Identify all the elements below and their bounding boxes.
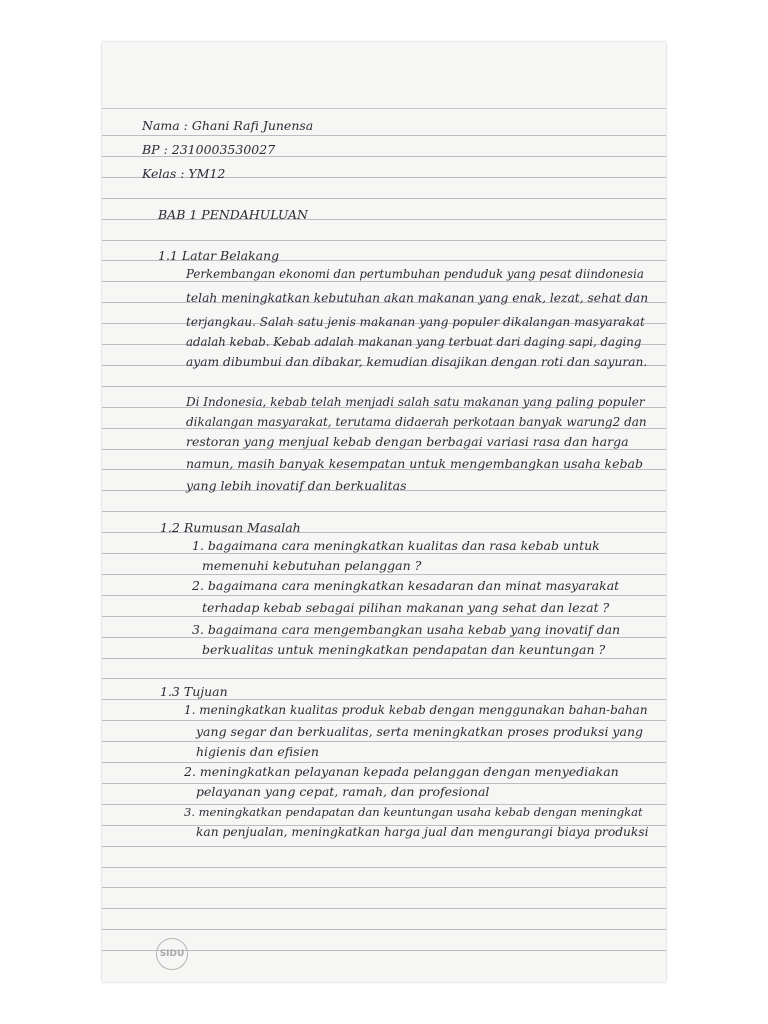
- list-item: 1. meningkatkan kualitas produk kebab dengan menggunakan bahan-bahan: [184, 703, 648, 717]
- list-item: terhadap kebab sebagai pilihan makanan yang sehat dan lezat ?: [202, 600, 610, 615]
- ruled-line: [102, 929, 666, 930]
- paragraph-line: dikalangan masyarakat, terutama didaerah perkotaan banyak warung2 dan: [186, 415, 647, 429]
- chapter-title: BAB 1 PENDAHULUAN: [158, 207, 308, 222]
- paragraph-line: adalah kebab. Kebab adalah makanan yang terbuat dari daging sapi, daging: [186, 335, 642, 349]
- list-item: yang segar dan berkualitas, serta meningkatkan proses produksi yang: [196, 724, 643, 739]
- heading-latar-belakang: 1.1 Latar Belakang: [158, 248, 280, 263]
- paragraph-line: telah meningkatkan kebutuhan akan makanan yang enak, lezat, sehat dan: [186, 291, 649, 305]
- list-item: 3. meningkatkan pendapatan dan keuntungan usaha kebab dengan meningkat: [184, 805, 643, 819]
- ruled-line: [102, 511, 666, 512]
- student-class: Kelas : YM12: [142, 166, 226, 181]
- paragraph-line: Perkembangan ekonomi dan pertumbuhan penduduk yang pesat diindonesia: [186, 267, 644, 281]
- paragraph-line: yang lebih inovatif dan berkualitas: [186, 478, 407, 493]
- page-top-line: [102, 108, 666, 109]
- ruled-line: [102, 616, 666, 617]
- paragraph-line: restoran yang menjual kebab dengan berbagai variasi rasa dan harga: [186, 434, 629, 449]
- ruled-line: [102, 741, 666, 742]
- list-item: berkualitas untuk meningkatkan pendapatan dan keuntungan ?: [202, 642, 606, 657]
- list-item: 2. bagaimana cara meningkatkan kesadaran dan minat masyarakat: [192, 578, 620, 593]
- list-item: 3. bagaimana cara mengembangkan usaha kebab yang inovatif dan: [192, 622, 621, 637]
- ruled-line: [102, 386, 666, 387]
- list-item: 2. meningkatkan pelayanan kepada pelanggan dengan menyediakan: [184, 764, 619, 779]
- sidu-logo: SIDU: [156, 938, 188, 970]
- list-item: higienis dan efisien: [196, 744, 319, 759]
- paragraph-line: terjangkau. Salah satu jenis makanan yang populer dikalangan masyarakat: [186, 315, 645, 329]
- ruled-line: [102, 658, 666, 659]
- heading-rumusan-masalah: 1.2 Rumusan Masalah: [160, 520, 301, 535]
- ruled-line: [102, 887, 666, 888]
- heading-tujuan: 1.3 Tujuan: [160, 684, 228, 699]
- ruled-line: [102, 678, 666, 679]
- ruled-line: [102, 867, 666, 868]
- ruled-line: [102, 908, 666, 909]
- list-item: pelayanan yang cepat, ramah, dan profesional: [196, 784, 490, 799]
- ruled-line: [102, 720, 666, 721]
- ruled-line: [102, 762, 666, 763]
- list-item: 1. bagaimana cara meningkatkan kualitas dan rasa kebab untuk: [192, 538, 600, 553]
- ruled-line: [102, 846, 666, 847]
- paragraph-line: namun, masih banyak kesempatan untuk mengembangkan usaha kebab: [186, 456, 643, 471]
- student-name: Nama : Ghani Rafi Junensa: [142, 118, 314, 133]
- list-item: memenuhi kebutuhan pelanggan ?: [202, 558, 422, 573]
- notebook-page: [102, 42, 666, 982]
- ruled-line: [102, 240, 666, 241]
- ruled-line: [102, 135, 666, 136]
- ruled-line: [102, 198, 666, 199]
- list-item: kan penjualan, meningkatkan harga jual dan mengurangi biaya produksi: [196, 825, 649, 839]
- paragraph-line: ayam dibumbui dan dibakar, kemudian disajikan dengan roti dan sayuran.: [186, 355, 648, 369]
- ruled-line: [102, 574, 666, 575]
- ruled-line: [102, 595, 666, 596]
- paragraph-line: Di Indonesia, kebab telah menjadi salah satu makanan yang paling populer: [186, 395, 645, 409]
- student-bp: BP : 2310003530027: [142, 142, 276, 157]
